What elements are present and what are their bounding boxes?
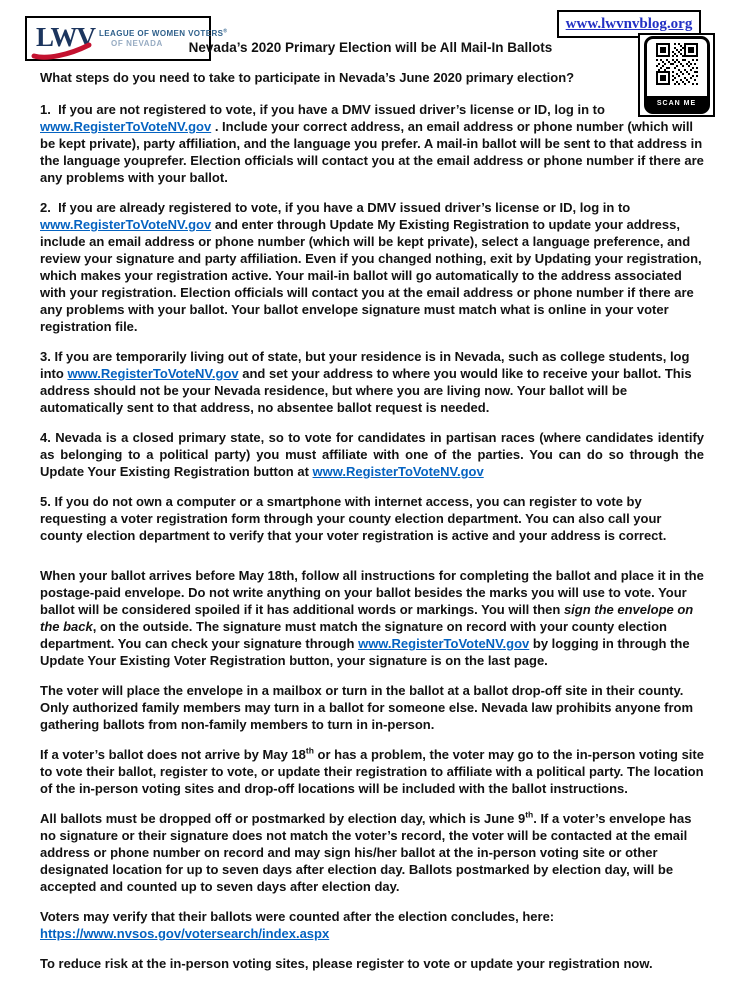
text-run: If a voter’s ballot does not arrive by May 18 (40, 747, 306, 762)
blog-link[interactable]: www.lwvnvblog.org (565, 15, 693, 32)
text-run: . Include your correct address, an email address or phone number (which will be kept private), party affiliation, and the language you prefer. A mail-in ballot will be sent to that address in the language youprefer. Election officials will contact you at the email address or phone number if there are any problems with your ballot. (40, 119, 704, 185)
para-deadline (40, 810, 704, 895)
text-run: 5. If you do not own a computer or a smartphone with internet access, you can register to vote by requesting a voter registration form through your county election department. You can also call your county election department to verify that your voter registration is active and your address is correct. (40, 494, 667, 543)
lwv-acronym: LWV (36, 21, 96, 52)
text-run: and enter through Update My Existing Registration to update your address, include an email address or phone number (which will be kept private), select a language preference, and review your signature and party affiliation. Even if you changed nothing, exit by Updating your registration, which makes your registration active. Your mail-in ballot will go automatically to the address associated with your registration. Election officials will contact you at the email address or phone number if there are any problems with your ballot. Your ballot envelope signature must match what is online in your voter registration file. (40, 217, 702, 334)
hyperlink[interactable]: www.RegisterToVoteNV.gov (358, 636, 530, 651)
hyperlink[interactable]: www.RegisterToVoteNV.gov (40, 217, 212, 232)
step-1 (40, 101, 704, 186)
step-3 (40, 348, 704, 416)
text-run: 4. Nevada is a closed primary state, so to vote for candidates in partisan races (where candidates identify as belonging to a political party) you must affiliate with one of the parties. You can do so through the Update Your Existing Registration button at (40, 430, 704, 479)
superscript: th (525, 809, 534, 820)
text-run: 2. If you are already registered to vote, if you have a DMV issued driver’s license or ID, log in to (40, 200, 631, 215)
text-run: 3. If you are temporarily living out of state, but your residence is in Nevada, such as college students, log into (40, 349, 690, 381)
qr-scan-label: SCAN ME (647, 96, 707, 111)
hyperlink[interactable]: www.RegisterToVoteNV.gov (40, 119, 212, 134)
text-run: or has a problem, the voter may go to the in-person voting site to vote their ballot, register to vote, or update their registration to affiliate with a political party. The location of the in-person voting sites and drop-off locations will be included with the ballot instructions. (40, 747, 704, 796)
page-title: Nevada’s 2020 Primary Election will be All Mail-In Ballots (188, 40, 553, 55)
text-run: . If a voter’s envelope has no signature or their signature does not match the voter’s record, the voter will be contacted at the email address or phone number on record and may sign his/her ballot at the in-person voting site or other designated location for up to seven days after election day. Ballots postmarked by election day, will be accepted and counted up to seven days after election day. (40, 811, 692, 894)
hyperlink[interactable]: www.RegisterToVoteNV.gov (312, 464, 484, 479)
step-4 (40, 429, 704, 480)
text-run: by logging in through the Update Your Existing Voter Registration button, your signature is on the last page. (40, 636, 690, 668)
hyperlink[interactable]: https://www.nvsos.gov/votersearch/index.aspx (40, 926, 330, 941)
para-ballot-arrival (40, 567, 704, 669)
hyperlink[interactable]: www.RegisterToVoteNV.gov (67, 366, 239, 381)
logo-org-name-text: LEAGUE OF WOMEN VOTERS (99, 29, 224, 39)
superscript: th (305, 745, 314, 756)
step-5 (40, 493, 704, 544)
text-run: 1. If you are not registered to vote, if you have a DMV issued driver’s license or ID, log in to (40, 102, 605, 117)
logo-org-state: OF NEVADA (111, 38, 163, 48)
text-run: , on the outside. The signature must match the signature on record with your county election department. You can check your signature through (40, 619, 667, 651)
para-closing (40, 955, 704, 972)
intro-question: What steps do you need to take to participate in Nevada’s June 2020 primary election? (40, 70, 575, 85)
para-ballot-problem (40, 746, 704, 797)
para-verify (40, 908, 704, 942)
registered-trademark-icon: ® (223, 28, 228, 35)
para-ballot-return (40, 682, 704, 733)
text-run: All ballots must be dropped off or postmarked by election day, which is June 9 (40, 811, 526, 826)
text-run: sign the envelope on the back (40, 602, 694, 634)
text-run: Voters may verify that their ballots were counted after the election concludes, here: (40, 909, 555, 924)
step-2 (40, 199, 704, 335)
text-run: and set your address to where you would like to receive your ballot. This address should not be your Nevada residence, but where you are living now. Your ballot will be automatically sent to that address, no absentee ballot request is needed. (40, 366, 692, 415)
text-run: The voter will place the envelope in a mailbox or turn in the ballot at a ballot drop-off site in their county. Only authorized family members may turn in a ballot for someone else. Nevada law prohibits anyone from gathering ballots from non-family members to turn in in-person. (40, 683, 694, 732)
document-content (40, 69, 704, 985)
text-run: To reduce risk at the in-person voting sites, please register to vote or update your registration now. (40, 956, 653, 971)
logo-org-name (99, 29, 227, 38)
text-run: When your ballot arrives before May 18th, follow all instructions for completing the ballot and place it in the postage-paid envelope. Do not write anything on your ballot besides the marks you will use to vote. Your ballot will be considered spoiled if it has additional words or markings. You will then (40, 568, 704, 617)
document-body (40, 101, 704, 972)
